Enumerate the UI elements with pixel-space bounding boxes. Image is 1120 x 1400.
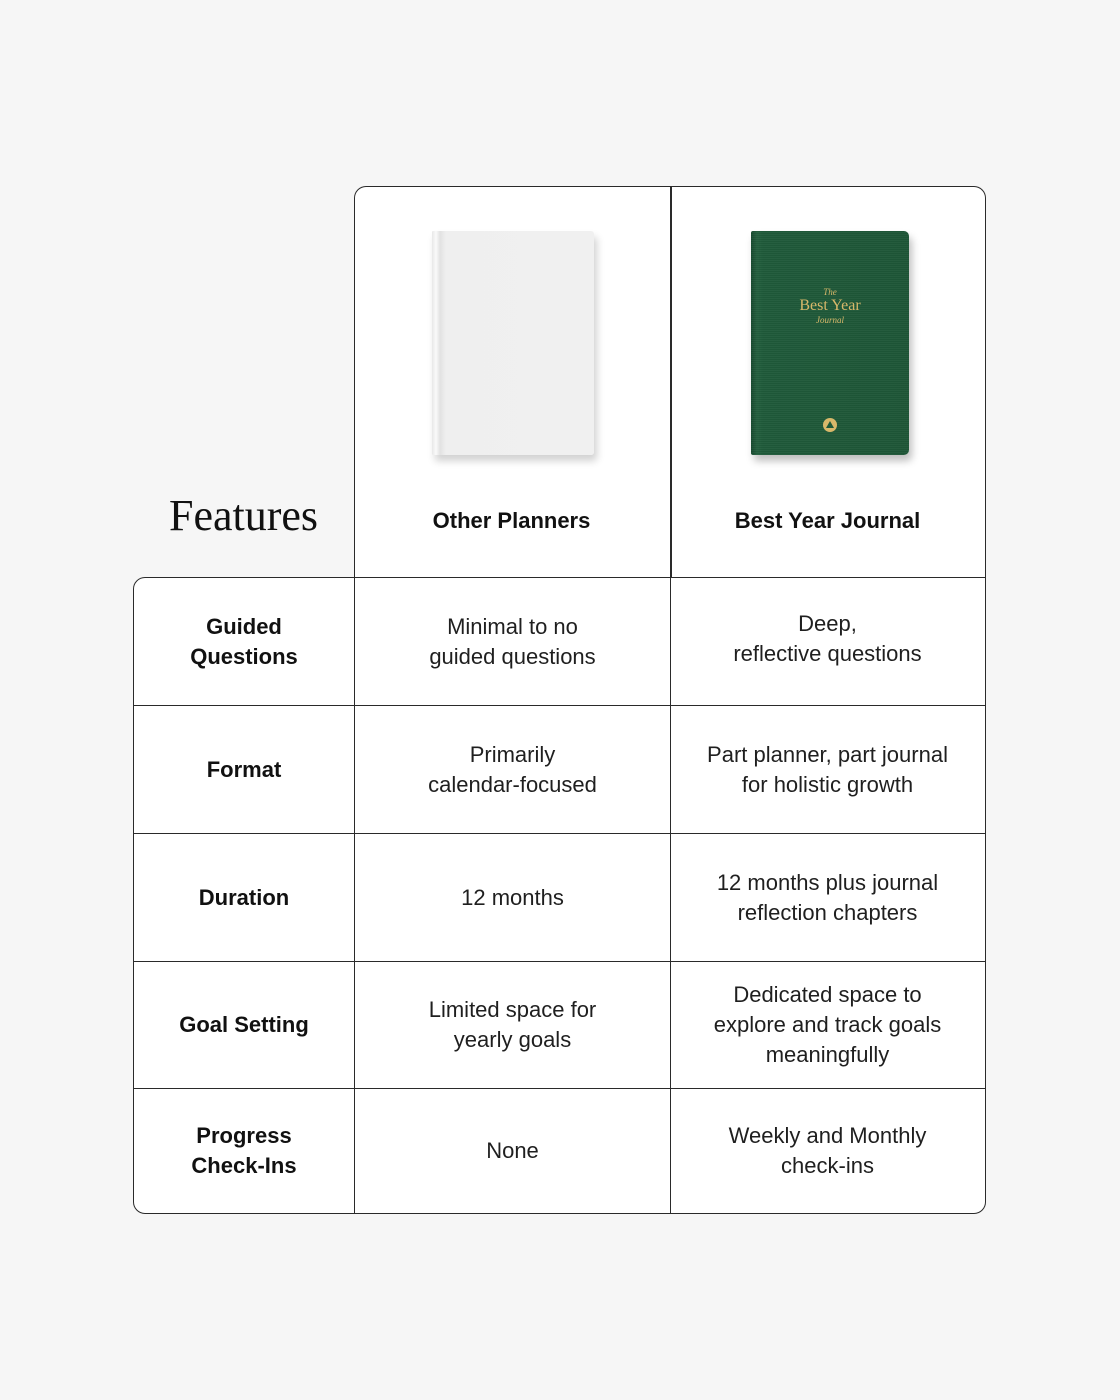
feature-label: Goal Setting: [179, 1012, 309, 1037]
table-row: [134, 961, 985, 1088]
best-year-journal-value: Part planner, part journal for holistic growth: [670, 706, 984, 833]
feature-label: Guided Questions: [190, 613, 298, 669]
other-planner-book-image: [432, 231, 594, 455]
column-header-best-year-journal: Best Year Journal: [734, 508, 921, 533]
table-row: [134, 833, 985, 961]
feature-label: Progress Check-Ins: [191, 1123, 297, 1178]
other-planners-value: Primarily calendar-focused: [354, 706, 670, 833]
journal-cover-title-main: Best Year: [799, 297, 861, 314]
journal-cover-title-the: The: [823, 287, 837, 297]
other-planners-value: 12 months: [354, 834, 670, 961]
feature-label: Duration: [198, 884, 290, 910]
feature-label: Format: [206, 756, 282, 782]
table-row: [134, 578, 985, 705]
table-row: [134, 1088, 985, 1213]
other-planners-value: Minimal to no guided questions: [354, 578, 670, 705]
best-year-journal-value: 12 months plus journal reflection chapters: [670, 834, 984, 961]
best-year-journal-book-image: [751, 231, 909, 455]
other-planners-value: None: [354, 1089, 670, 1213]
journal-emblem-icon: [823, 418, 837, 432]
features-heading: Features: [168, 491, 319, 540]
comparison-table: [133, 577, 986, 1214]
best-year-journal-value: Deep, reflective questions: [670, 578, 984, 705]
table-row: [134, 705, 985, 833]
journal-cover-title-sub: Journal: [816, 315, 844, 325]
best-year-journal-value: Weekly and Monthly check-ins: [670, 1089, 984, 1213]
other-planners-value: Limited space for yearly goals: [354, 962, 670, 1088]
column-header-other-planners: Other Planners: [432, 508, 591, 533]
best-year-journal-value: Dedicated space to explore and track goals meaningfully: [670, 962, 984, 1088]
